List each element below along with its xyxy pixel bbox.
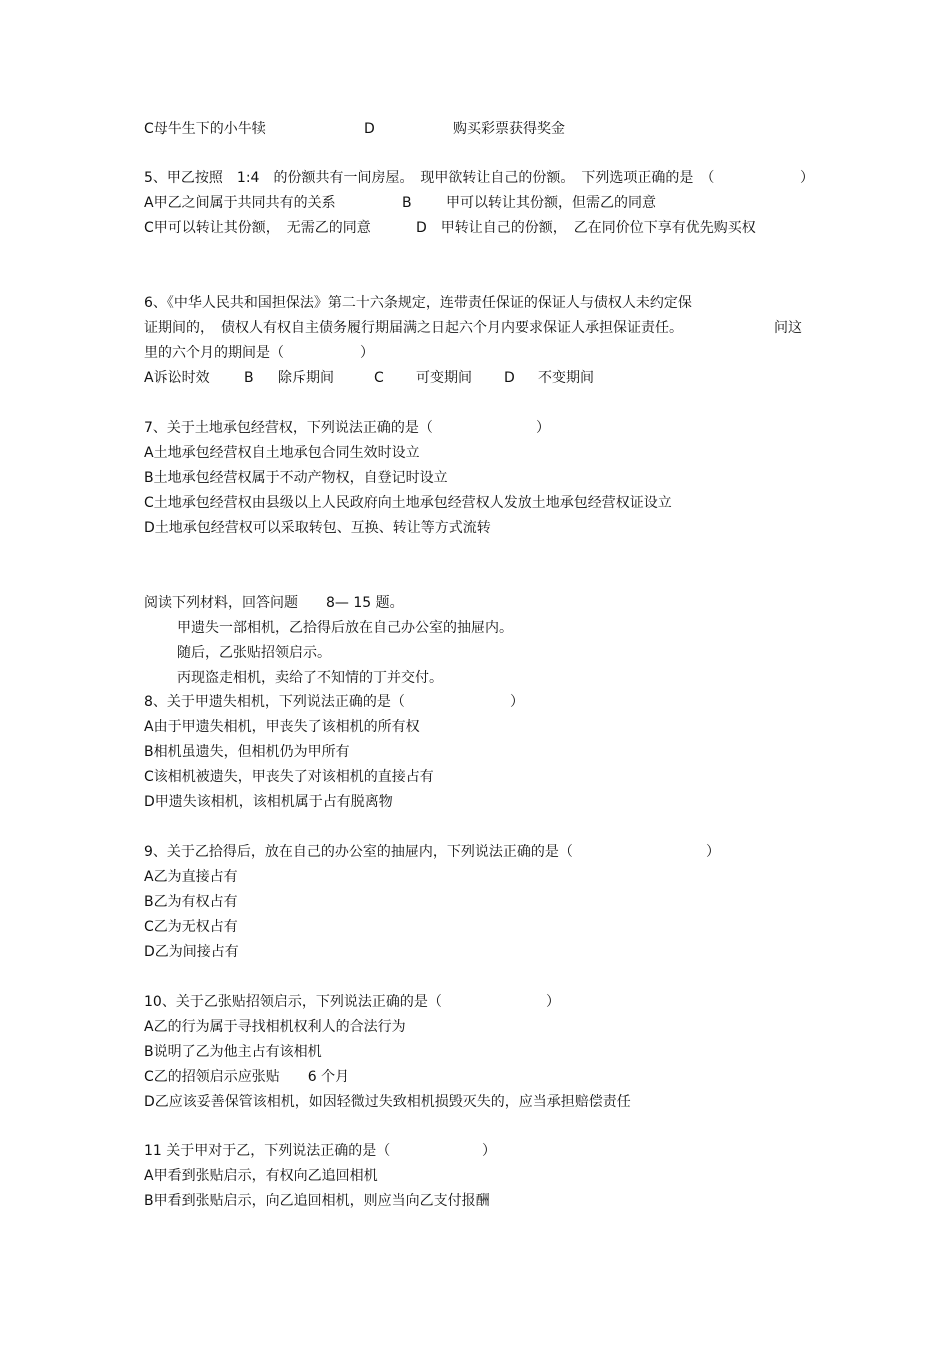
q6-stem-line-2: 证期间的， 债权人有权自主债务履行期届满之日起六个月内要求保证人承担保证责任。 — [144, 320, 683, 336]
q9-option-d: D乙为间接占有 — [144, 944, 239, 960]
q11-paren: ） — [482, 1143, 496, 1159]
q7-option-b: B土地承包经营权属于不动产物权，自登记时设立 — [144, 470, 448, 486]
q9-option-a: A乙为直接占有 — [144, 869, 238, 885]
q9-paren: ） — [706, 844, 720, 860]
q5-option-a: A甲乙之间属于共同共有的关系 — [144, 195, 336, 211]
q4-option-d-letter: D — [364, 121, 375, 137]
q8-paren: ） — [510, 694, 524, 710]
material-line-2: 随后，乙张贴招领启示。 — [177, 645, 331, 661]
q5-paren: ） — [800, 170, 814, 186]
q8-option-d: D甲遗失该相机，该相机属于占有脱离物 — [144, 794, 393, 810]
q7-option-a: A土地承包经营权自土地承包合同生效时设立 — [144, 445, 420, 461]
q9-stem: 9、关于乙拾得后，放在自己的办公室的抽屉内，下列说法正确的是（ — [144, 844, 573, 860]
q10-option-b: B说明了乙为他主占有该相机 — [144, 1044, 322, 1060]
material-line-1: 甲遗失一部相机，乙拾得后放在自己办公室的抽屉内。 — [177, 620, 513, 636]
material-line-3: 丙现盗走相机，卖给了不知情的丁并交付。 — [177, 670, 443, 686]
q10-option-c: C乙的招领启示应张贴 6 个月 — [144, 1069, 350, 1085]
q10-paren: ） — [546, 994, 560, 1010]
q6-option-d-text: 不变期间 — [538, 370, 594, 386]
q11-option-a: A甲看到张贴启示，有权向乙追回相机 — [144, 1168, 378, 1184]
q4-option-d-text: 购买彩票获得奖金 — [453, 121, 565, 137]
q6-option-b-letter: B — [244, 370, 254, 386]
q7-stem: 7、关于土地承包经营权，下列说法正确的是（ — [144, 420, 433, 436]
q8-option-c: C该相机被遗失，甲丧失了对该相机的直接占有 — [144, 769, 434, 785]
q6-stem-line-2-end: 问这 — [774, 320, 802, 336]
q6-option-b-text: 除斥期间 — [278, 370, 334, 386]
q8-stem: 8、关于甲遗失相机，下列说法正确的是（ — [144, 694, 405, 710]
q7-option-d: D土地承包经营权可以采取转包、互换、转让等方式流转 — [144, 520, 491, 536]
q5-stem: 5、甲乙按照 1:4 的份额共有一间房屋。 现甲欲转让自己的份额。 下列选项正确的是 （ — [144, 170, 715, 186]
q6-option-d-letter: D — [504, 370, 515, 386]
q7-paren: ） — [536, 420, 550, 436]
q6-option-c-text: 可变期间 — [416, 370, 472, 386]
q4-option-c: C母牛生下的小牛犊 — [144, 121, 266, 137]
q6-stem-line-1: 6、《中华人民共和国担保法》第二十六条规定，连带责任保证的保证人与债权人未约定保 — [144, 295, 692, 311]
q6-paren: ） — [360, 345, 374, 361]
q11-stem: 11 关于甲对于乙，下列说法正确的是（ — [144, 1143, 391, 1159]
q10-option-d: D乙应该妥善保管该相机，如因轻微过失致相机损毁灭失的，应当承担赔偿责任 — [144, 1094, 631, 1110]
q5-option-c: C甲可以转让其份额， 无需乙的同意 — [144, 220, 371, 236]
q11-option-b: B甲看到张贴启示，向乙追回相机，则应当向乙支付报酬 — [144, 1193, 490, 1209]
q6-option-a: A诉讼时效 — [144, 370, 210, 386]
q6-option-c-letter: C — [374, 370, 384, 386]
q8-option-b: B相机虽遗失，但相机仍为甲所有 — [144, 744, 350, 760]
q7-option-c: C土地承包经营权由县级以上人民政府向土地承包经营权人发放土地承包经营权证设立 — [144, 495, 672, 511]
q10-stem: 10、关于乙张贴招领启示，下列说法正确的是（ — [144, 994, 442, 1010]
q6-stem-line-3: 里的六个月的期间是（ — [144, 345, 284, 361]
q9-option-b: B乙为有权占有 — [144, 894, 238, 910]
q5-option-b-text: 甲可以转让其份额，但需乙的同意 — [446, 195, 656, 211]
q5-option-b-letter: B — [402, 195, 412, 211]
q9-option-c: C乙为无权占有 — [144, 919, 238, 935]
q8-option-a: A由于甲遗失相机，甲丧失了该相机的所有权 — [144, 719, 420, 735]
q5-option-d: D 甲转让自己的份额， 乙在同价位下享有优先购买权 — [416, 220, 756, 236]
reading-intro: 阅读下列材料，回答问题 8— 15 题。 — [144, 595, 404, 611]
q10-option-a: A乙的行为属于寻找相机权利人的合法行为 — [144, 1019, 406, 1035]
